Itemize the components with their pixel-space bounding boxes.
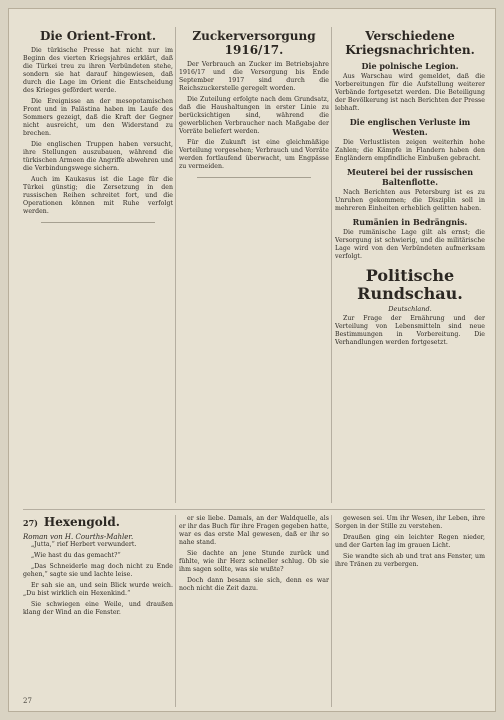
middle-column xyxy=(179,27,329,503)
right-subtitle: Rumänien in Bedrängnis. xyxy=(352,217,468,227)
left-column-title: Die Orient-Front. xyxy=(39,29,157,43)
politics-paragraph: Zur Frage der Ernährung und der Verteilung von Lebensmitteln sind neue Bestimmungen in Vorbereitung. Die Verhandlungen werden fortgesetzt. xyxy=(335,315,485,346)
right-paragraph: Nach Berichten aus Petersburg ist es zu Unruhen gekommen; die Disziplin soll in mehreren Einheiten erheblich gelitten haben. xyxy=(335,189,485,212)
right-paragraph: Aus Warschau wird gemeldet, daß die Vorbereitungen für die Aufstellung weiterer Verbände fortgesetzt werden. Die Beteiligung der Bevölkerung ist nach Berichten der Presse lebhaft. xyxy=(335,73,485,112)
serial-title: Hexengold. xyxy=(43,515,120,529)
middle-paragraph: Der Verbrauch an Zucker im Betriebsjahre 1916/17 und die Versorgung bis Ende September 1917 sind durch die Reichszuckerstelle geregelt worden. xyxy=(179,61,329,92)
column-divider-2 xyxy=(331,27,332,503)
bottom-right-paragraph: Sie wandte sich ab und trat ans Fenster, um ihre Tränen zu verbergen. xyxy=(335,553,485,568)
serial-number: 27) xyxy=(23,518,38,528)
right-section-text xyxy=(335,73,485,113)
serial-paragraph: „Das Schneiderle mag doch nicht zu Ende gehen,“ sagte sie und lachte leise. xyxy=(23,563,173,578)
bottom-right-paragraph: gewesen sei. Um ihr Wesen, ihr Leben, ihre Sorgen in der Stille zu verstehen. xyxy=(335,515,485,530)
right-section-text xyxy=(335,189,485,213)
bottom-right-paragraph: Draußen ging ein leichter Regen nieder, und der Garten lag im grauen Licht. xyxy=(335,534,485,549)
bottom-middle-paragraph: Sie dachte an jene Stunde zurück und fühlte, wie ihr Herz schneller schlug. Ob sie ihm sagen sollte, was sie wußte? xyxy=(179,550,329,573)
serial-paragraph: „Jutta,“ rief Herbert verwundert. xyxy=(31,541,137,548)
politics-title: Politische Rundschau. xyxy=(357,266,463,303)
right-column xyxy=(335,27,485,503)
middle-intro-title: Zuckerversorgung 1916/17. xyxy=(192,29,316,57)
middle-paragraph: Die Zuteilung erfolgte nach dem Grundsatz, daß die Haushaltungen in erster Linie zu berücksichtigen sind, während die gewerblichen Verbraucher nach Maßgabe der Vorräte beliefert werden. xyxy=(179,96,329,135)
middle-column-text xyxy=(179,61,329,178)
right-paragraph: Die Verlustlisten zeigen weiterhin hohe Zahlen; die Kämpfe in Flandern haben den Engländern empfindliche Einbußen gebracht. xyxy=(335,139,485,162)
right-section-text xyxy=(335,229,485,261)
bottom-divider-1 xyxy=(175,515,176,707)
serial-header xyxy=(23,515,173,529)
left-paragraph: Auch im Kaukasus ist die Lage für die Türkei günstig; die Zersetzung in den russischen Reihen schreitet fort, und die Operationen können mit Ruhe verfolgt werden. xyxy=(23,176,173,215)
page-number: 27 xyxy=(23,697,32,705)
bottom-middle-column xyxy=(179,515,329,707)
serial-separator xyxy=(23,509,485,510)
bottom-middle-paragraph: Doch dann besann sie sich, denn es war noch nicht die Zeit dazu. xyxy=(179,577,329,592)
left-column-text xyxy=(23,47,173,223)
bottom-divider-2 xyxy=(331,515,332,707)
middle-paragraph: Für die Zukunft ist eine gleichmäßige Verteilung vorgesehen; Verbrauch und Vorräte werden fortlaufend überwacht, um Engpässe zu vermeiden. xyxy=(179,139,329,170)
right-column-title: Verschiedene Kriegsnachrichten. xyxy=(345,29,475,57)
serial-column xyxy=(23,515,173,707)
right-section-text xyxy=(335,139,485,163)
left-divider xyxy=(41,222,155,223)
bottom-middle-paragraph: er sie liebe. Damals, an der Waldquelle, als er ihr das Buch für ihre Fragen gegeben hatte, war es das erste Mal gewesen, daß er ihr so nahe stand. xyxy=(179,515,329,546)
serial-text xyxy=(23,541,173,617)
serial-author: Roman von H. Courths-Mahler. xyxy=(23,533,134,541)
right-subtitle: Die polnische Legion. xyxy=(361,61,459,71)
right-paragraph: Die rumänische Lage gilt als ernst; die Versorgung ist schwierig, und die militärische Lage wird von den Verbündeten aufmerksam verfolgt. xyxy=(335,229,485,260)
bottom-right-text xyxy=(335,515,485,569)
left-paragraph: Die türkische Presse hat nicht nur im Beginn des vierten Kriegsjahres erklärt, daß die Türkei treu zu ihren Verbündeten stehe, sondern sie hat darauf hingewiesen, daß durch die Lage im Orient die Entscheidung des Krieges gefördert werde. xyxy=(23,47,173,94)
middle-divider xyxy=(197,177,311,178)
right-subtitle: Meuterei bei der russischen Baltenflotte. xyxy=(346,167,474,187)
serial-paragraph: Sie schwiegen eine Weile, und draußen klang der Wind an die Fenster. xyxy=(23,601,173,616)
serial-paragraph: „Wie hast du das gemacht?“ xyxy=(31,552,121,559)
right-subtitle: Die englischen Verluste im Westen. xyxy=(349,117,471,137)
politics-region: Deutschland. xyxy=(388,305,432,313)
newspaper-page xyxy=(8,8,496,712)
politics-text xyxy=(335,315,485,347)
left-column xyxy=(23,27,173,503)
left-paragraph: Die Ereignisse an der mesopotamischen Front und in Palästina haben im Laufe des Sommers gezeigt, daß die Kraft der Gegner nicht ausreicht, um den Widerstand zu brechen. xyxy=(23,98,173,137)
left-paragraph: Die englischen Truppen haben versucht, ihre Stellungen auszubauen, während die türkischen Armeen die Angriffe abwehren und die Verbindungswege sichern. xyxy=(23,141,173,172)
bottom-middle-text xyxy=(179,515,329,593)
bottom-right-column xyxy=(335,515,485,707)
serial-paragraph: Er sah sie an, und sein Blick wurde weich. „Du bist wirklich ein Hexenkind.“ xyxy=(23,582,173,597)
column-divider-1 xyxy=(175,27,176,503)
